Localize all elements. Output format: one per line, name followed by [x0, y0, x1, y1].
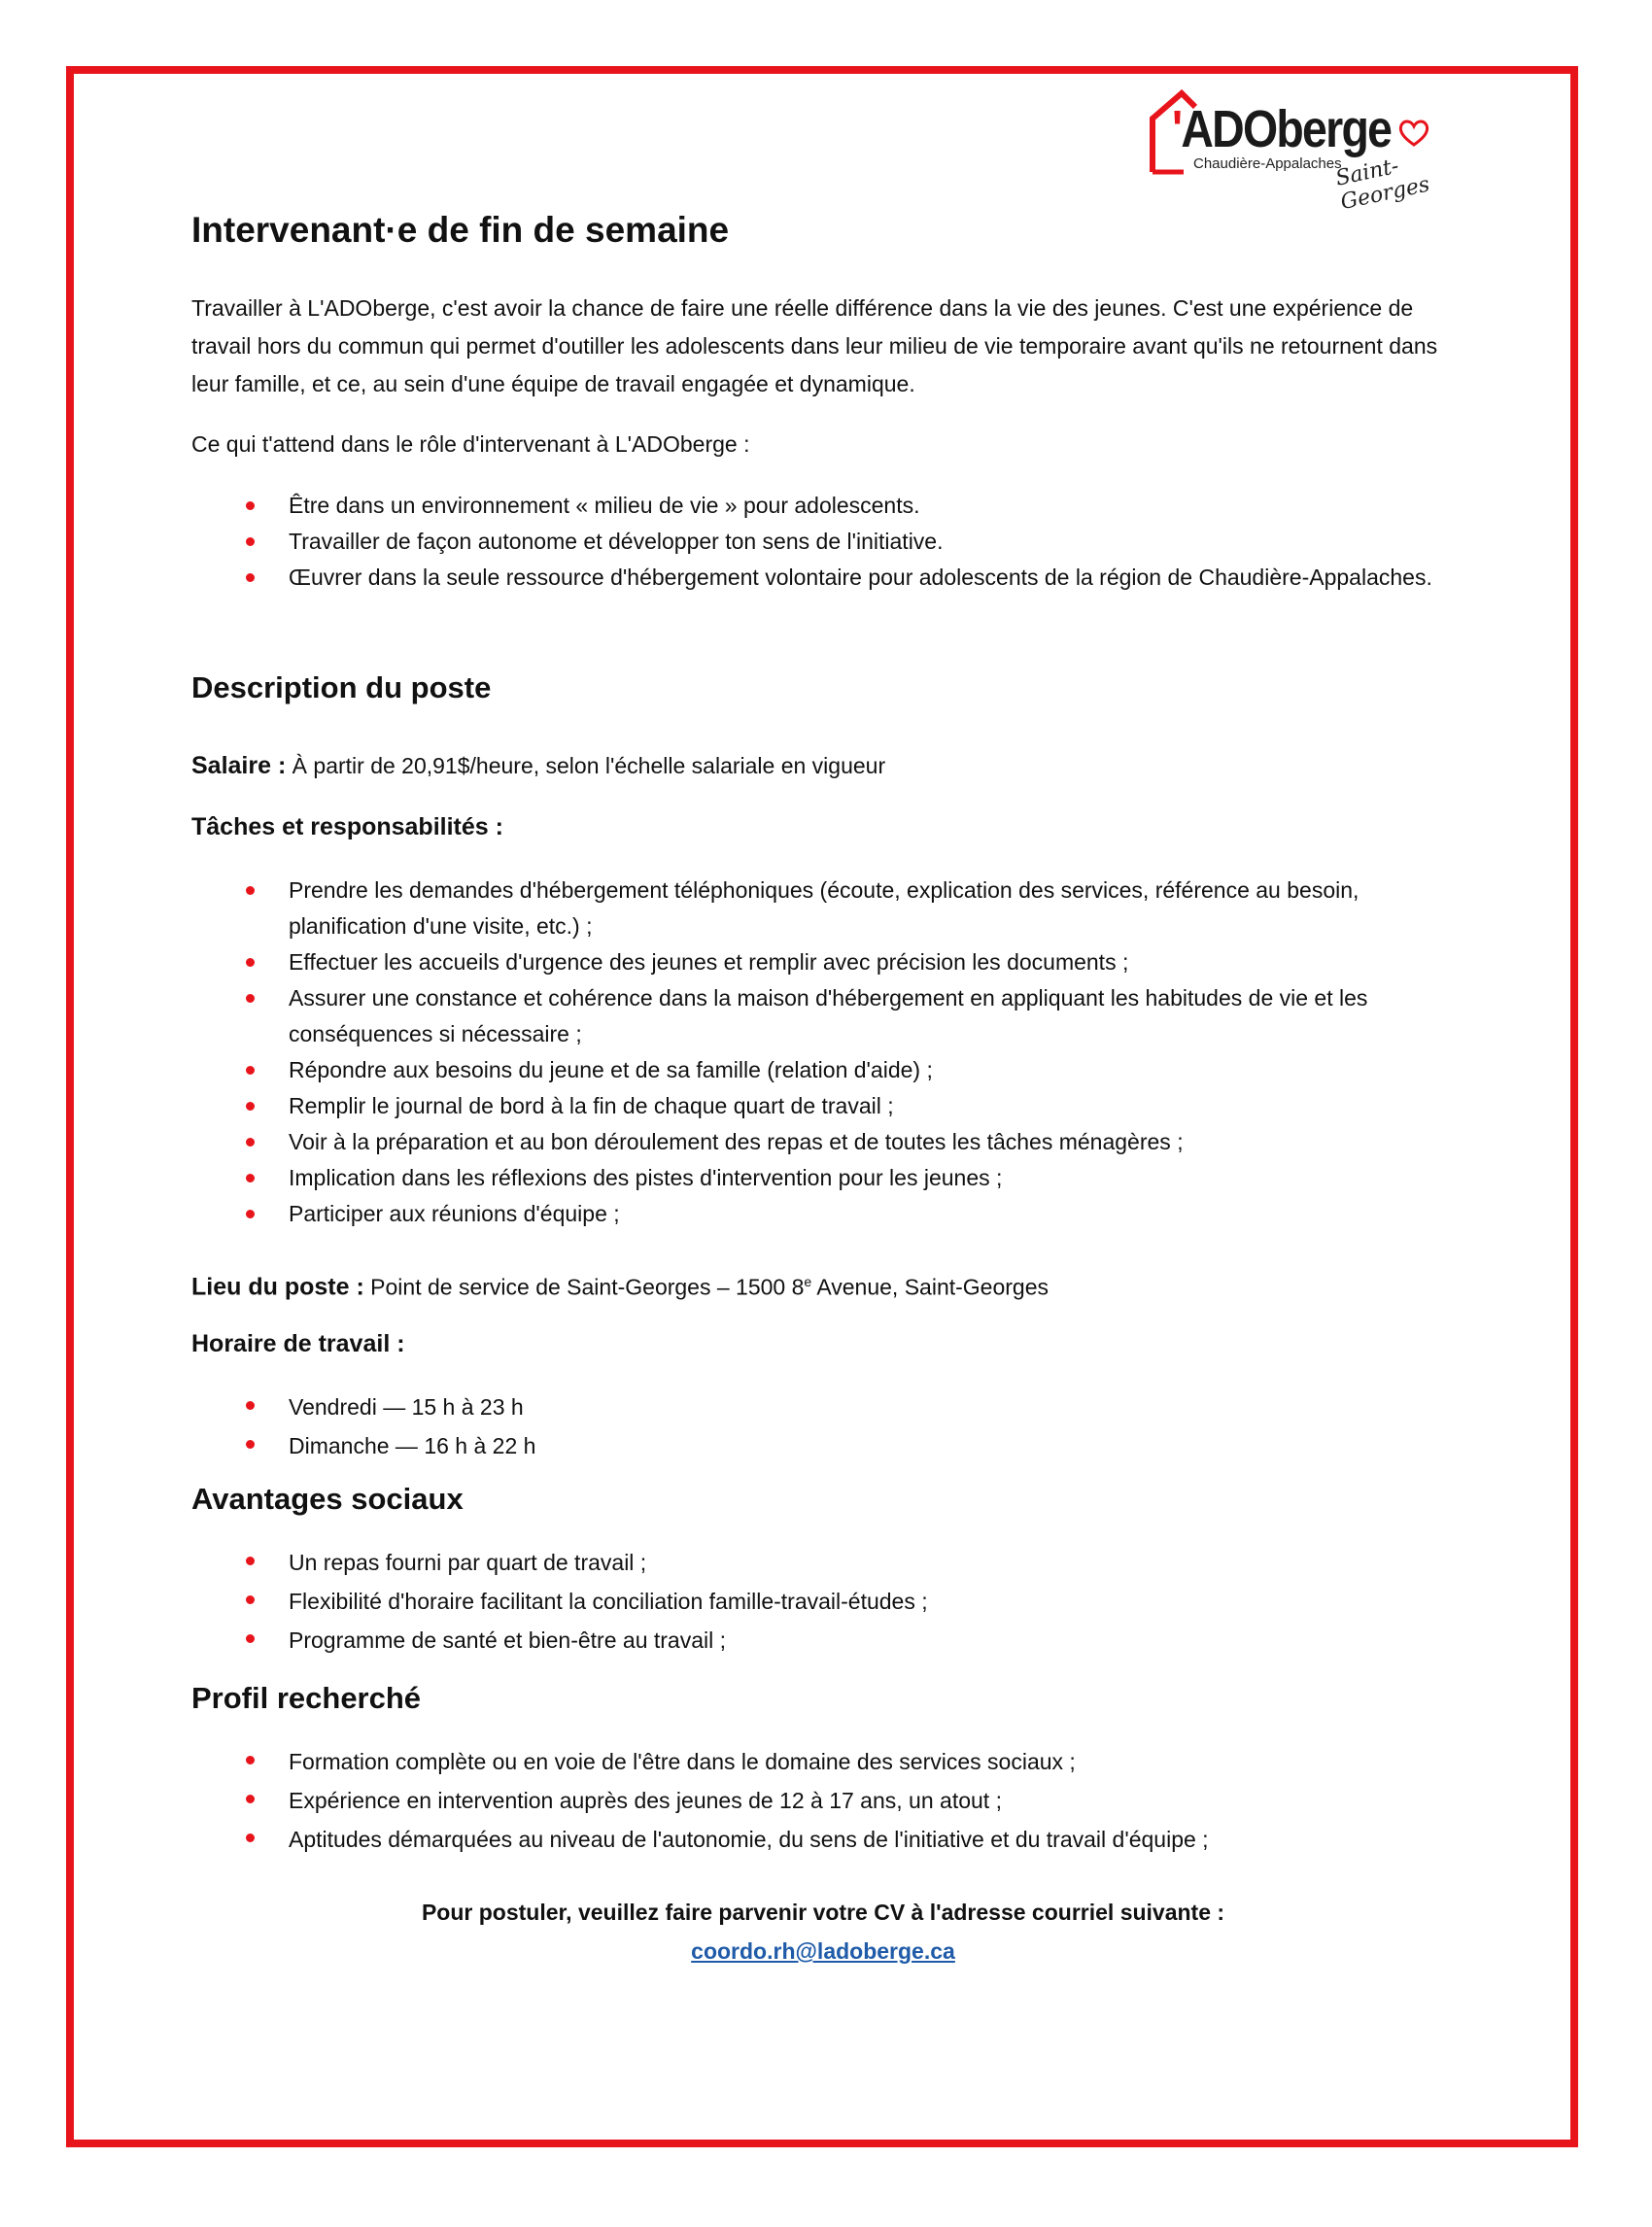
list-item: Remplir le journal de bord à la fin de chaque quart de travail ; [191, 1088, 1455, 1124]
list-item: Prendre les demandes d'hébergement téléphoniques (écoute, explication des services, référence au besoin, planification d'une visite, etc.) ; [191, 873, 1455, 944]
profile-list [191, 1742, 1455, 1859]
list-item: Flexibilité d'horaire facilitant la conciliation famille-travail-études ; [191, 1582, 1455, 1621]
location-value: Point de service de Saint-Georges – 1500 8 [370, 1274, 805, 1300]
list-item: Voir à la préparation et au bon déroulement des repas et de toutes les tâches ménagères ; [191, 1124, 1455, 1160]
schedule-list [191, 1388, 1455, 1465]
logo-script: Saint-Georges [1333, 154, 1432, 216]
salary-line [191, 747, 1455, 785]
logo-apostrophe: ' [1172, 100, 1182, 158]
role-list [191, 488, 1455, 596]
list-item: Formation complète ou en voie de l'être dans le domaine des services sociaux ; [191, 1742, 1455, 1781]
list-item: Répondre aux besoins du jeune et de sa famille (relation d'aide) ; [191, 1052, 1455, 1088]
email-link[interactable]: coordo.rh@ladoberge.ca [691, 1938, 955, 1964]
salary-value: À partir de 20,91$/heure, selon l'échelle salariale en vigueur [292, 753, 886, 778]
schedule-heading [191, 1325, 1455, 1363]
tasks-heading [191, 808, 1455, 846]
schedule-heading-text: Horaire de travail : [191, 1330, 405, 1357]
list-item: Aptitudes démarquées au niveau de l'autonomie, du sens de l'initiative et du travail d'équipe ; [191, 1820, 1455, 1859]
email-line [191, 1938, 1455, 1965]
adoberge-logo [1145, 89, 1465, 216]
list-item: Dimanche — 16 h à 22 h [191, 1426, 1455, 1465]
logo-main-text: ADOberge [1181, 100, 1392, 158]
list-item: Vendredi — 15 h à 23 h [191, 1388, 1455, 1426]
benefits-list [191, 1543, 1455, 1660]
list-item: Implication dans les réflexions des pistes d'intervention pour les jeunes ; [191, 1160, 1455, 1196]
list-item: Participer aux réunions d'équipe ; [191, 1196, 1455, 1232]
page-title: Intervenant·e de fin de semaine [191, 210, 730, 250]
salary-label: Salaire : [191, 752, 287, 779]
list-item: Œuvrer dans la seule ressource d'hébergement volontaire pour adolescents de la région de Chaudière-Appalaches. [191, 560, 1455, 596]
description-heading: Description du poste [191, 670, 492, 704]
logo-wordmark [1172, 100, 1392, 158]
tasks-list [191, 873, 1455, 1232]
list-item: Programme de santé et bien-être au travail ; [191, 1621, 1455, 1660]
location-line [191, 1263, 1455, 1307]
heart-icon [1397, 119, 1430, 148]
benefits-heading: Avantages sociaux [191, 1482, 464, 1516]
role-intro: Ce qui t'attend dans le rôle d'intervenant à L'ADOberge : [191, 431, 750, 457]
location-sup: e [804, 1274, 812, 1289]
list-item: Travailler de façon autonome et développer ton sens de l'initiative. [191, 524, 1455, 560]
location-label: Lieu du poste : [191, 1273, 364, 1301]
tasks-heading-text: Tâches et responsabilités : [191, 813, 503, 840]
list-item: Être dans un environnement « milieu de vie » pour adolescents. [191, 488, 1455, 524]
intro-paragraph: Travailler à L'ADOberge, c'est avoir la chance de faire une réelle différence dans la vie des jeunes. C'est une expérience de travail hors du commun qui permet d'outiller les adolescents dans leur milieu de vie temporaire avant qu'ils ne retournent dans leur famille, et ce, au sein d'une équipe de travail engagée et dynamique. [191, 295, 1438, 396]
list-item: Effectuer les accueils d'urgence des jeunes et remplir avec précision les documents ; [191, 944, 1455, 980]
list-item: Assurer une constance et cohérence dans la maison d'hébergement en appliquant les habitudes de vie et les conséquences si nécessaire ; [191, 980, 1455, 1052]
profile-heading: Profil recherché [191, 1681, 422, 1715]
list-item: Un repas fourni par quart de travail ; [191, 1543, 1455, 1582]
location-value-end: Avenue, Saint-Georges [811, 1274, 1049, 1300]
list-item: Expérience en intervention auprès des jeunes de 12 à 17 ans, un atout ; [191, 1781, 1455, 1820]
logo-subtitle: Chaudière-Appalaches [1193, 155, 1342, 172]
apply-instructions: Pour postuler, veuillez faire parvenir votre CV à l'adresse courriel suivante : [421, 1900, 1225, 1925]
